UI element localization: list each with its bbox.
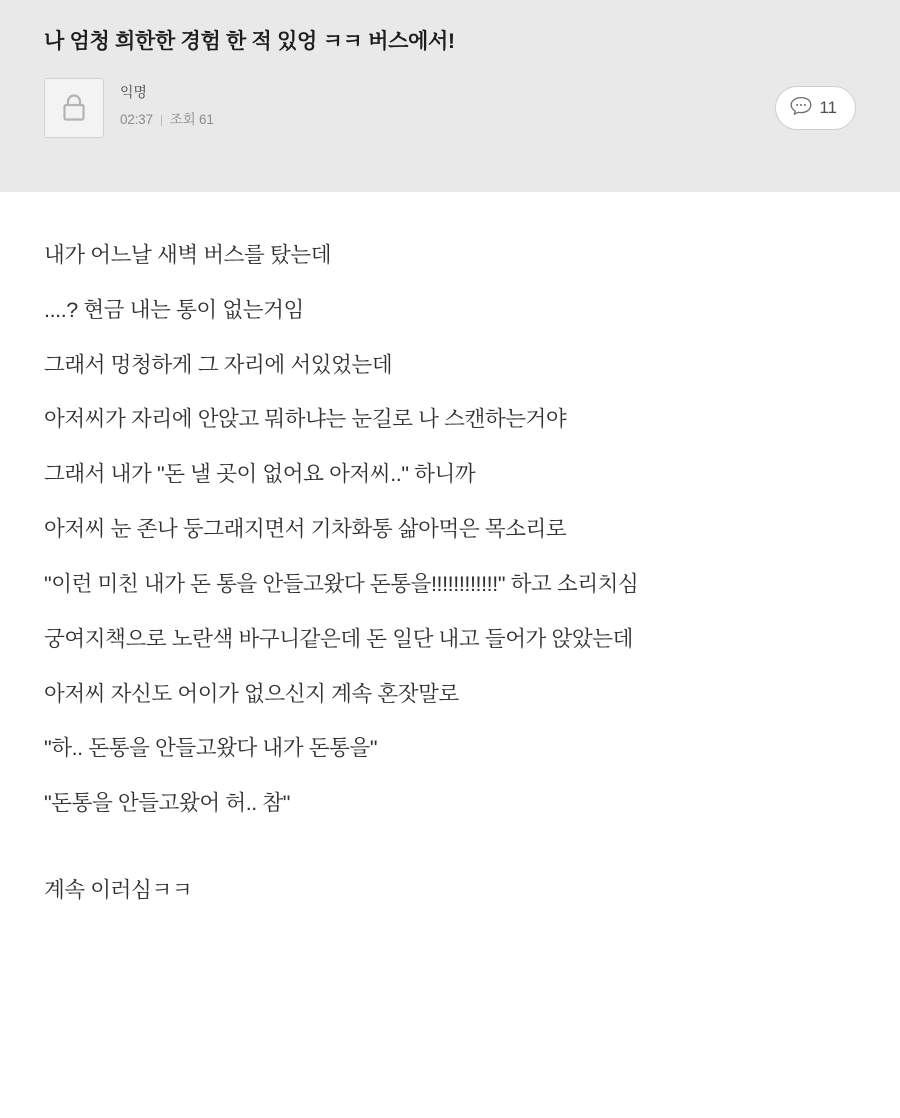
post-header bbox=[0, 0, 900, 192]
page-title: 나 엄청 희한한 경험 한 적 있엉 ㅋㅋ 버스에서! bbox=[44, 30, 455, 53]
post-paragraph: 내가 어느날 새벽 버스를 탔는데 bbox=[44, 243, 332, 267]
post-paragraph: "돈통을 안들고왔어 허.. 참" bbox=[44, 791, 291, 816]
view-count: 조회 61 bbox=[169, 112, 214, 128]
author-row bbox=[44, 78, 856, 138]
post-body bbox=[0, 192, 900, 908]
post-paragraph: 그래서 내가 "돈 낼 곳이 없어요 아저씨.." 하니까 bbox=[44, 462, 476, 487]
avatar bbox=[44, 78, 104, 138]
post-meta bbox=[120, 109, 214, 131]
post-paragraph: 궁여지책으로 노란색 바구니같은데 돈 일단 내고 들어가 앉았는데 bbox=[44, 626, 633, 651]
author-meta bbox=[120, 78, 214, 131]
lock-icon bbox=[59, 92, 89, 124]
post-paragraph: ....? 현금 내는 통이 없는거임 bbox=[44, 297, 304, 322]
post-paragraph: 아저씨가 자리에 안앉고 뭐하냐는 눈길로 나 스캔하는거야 bbox=[44, 407, 567, 432]
comment-bubble-icon bbox=[790, 96, 812, 121]
comment-count: 11 bbox=[819, 98, 837, 118]
post-paragraph: "이런 미친 내가 돈 통을 안들고왔다 돈통을!!!!!!!!!!!!" 하고 소리치심 bbox=[44, 571, 639, 596]
author-name: 익명 bbox=[120, 84, 147, 101]
comment-count-button[interactable] bbox=[775, 86, 856, 130]
post-paragraph: 아저씨 자신도 어이가 없으신지 계속 혼잣말로 bbox=[44, 681, 459, 706]
post-paragraph: 그래서 멍청하게 그 자리에 서있었는데 bbox=[44, 352, 393, 377]
post-paragraph: 아저씨 눈 존나 둥그래지면서 기차화통 삶아먹은 목소리로 bbox=[44, 517, 567, 542]
post-paragraph: "하.. 돈통을 안들고왔다 내가 돈통을" bbox=[44, 736, 378, 761]
post-time: 02:37 bbox=[120, 112, 153, 128]
meta-divider bbox=[161, 115, 162, 126]
post-paragraph: 계속 이러심ㅋㅋ bbox=[44, 878, 193, 903]
